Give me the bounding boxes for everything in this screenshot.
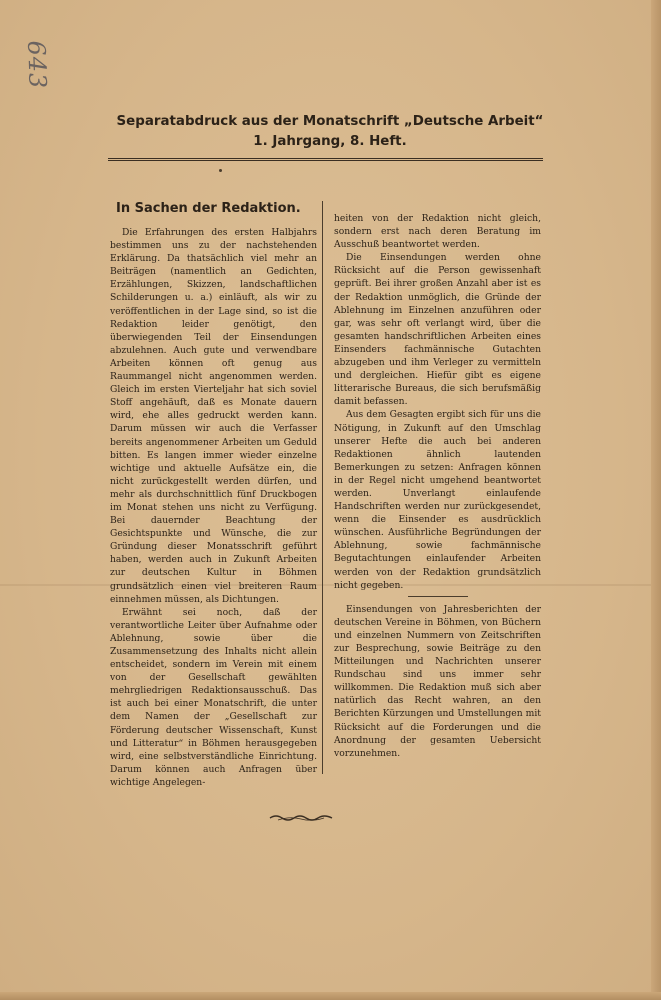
header-title: Separatabdruck aus der Monatschrift „Deutsche Arbeit“ bbox=[116, 114, 544, 129]
column-divider bbox=[322, 201, 323, 774]
paragraph: Die Einsendungen werden ohne Rücksicht auf die Person gewissenhaft geprüft. Bei ihrer großen Anzahl aber ist es der Redaktion unmöglich, die Gründe der Ablehnung im Einzelnen anzuführen oder gar, was sehr oft verlangt wird, über die gesamten handschriftlichen Arbeiten eines Einsenders fachmännische Gutachten abzugeben und ihm Verleger zu vermitteln und dergleichen. Hiefür gibt es eigene litterarische Bureaus, die sich berufsmäßig damit befassen. bbox=[334, 252, 541, 408]
offprint-header bbox=[108, 112, 552, 152]
left-column bbox=[110, 200, 317, 789]
end-ornament-icon bbox=[268, 812, 334, 824]
ink-dot bbox=[219, 169, 222, 172]
page-edge bbox=[651, 0, 661, 1000]
paragraph: Die Erfahrungen des ersten Halbjahrs bestimmen uns zu der nachstehenden Erklärung. Da thatsächlich viel mehr an Beiträgen (namentlich an Gedichten, Erzählungen, Skizzen, landschaftlichen Schilderungen u. a.) einläuft, als wir zu veröffentlichen in der Lage sind, so ist die Redaktion leider genötigt, den überwiegenden Teil der Einsendungen abzulehnen. Auch gute und verwendbare Arbeiten können oft genug aus Raummangel nicht angenommen werden. Gleich im ersten Vierteljahr hat sich soviel Stoff angehäuft, daß es Monate dauern wird, ehe alles gedruckt werden kann. Darum müssen wir auch die Verfasser bereits angenommener Arbeiten um Geduld bitten. Es langen immer wieder einzelne wichtige und aktuelle Aufsätze ein, die nicht zurückgestellt werden dürfen, und mehr als durchschnittlich fünf Druckbogen im Monat stehen uns nicht zu Verfügung. Bei dauernder Beachtung der Gesichtspunkte und Wünsche, die zur Gründung dieser Monatsschrift geführt haben, werden auch in Zukunft Arbeiten zur deutschen Kultur in Böhmen grundsätzlich einen viel breiteren Raum einnehmen müssen, als Dichtungen. bbox=[110, 227, 317, 605]
header-issue: 1. Jahrgang, 8. Heft. bbox=[253, 134, 407, 149]
article-title: In Sachen der Redaktion. bbox=[116, 201, 301, 216]
paragraph-continued: heiten von der Redaktion nicht gleich, sondern erst nach deren Beratung im Ausschuß beantwortet werden. bbox=[334, 213, 541, 251]
section-separator bbox=[408, 596, 468, 597]
page-edge-bottom bbox=[0, 992, 661, 1000]
paper-fold-line bbox=[0, 584, 661, 586]
paragraph: Erwähnt sei noch, daß der verantwortliche Leiter über Aufnahme oder Ablehnung, sowie über die Zusammensetzung des Inhalts nicht allein entscheidet, sondern im Verein mit einem von der Gesellschaft gewählten mehrgliedrigen Redaktionsausschuß. Das ist auch bei einer Monatschrift, die unter dem Namen der „Gesellschaft zur Förderung deutscher Wissenschaft, Kunst und Litteratur“ in Böhmen herausgegeben wird, eine selbstverständliche Einrichtung. Darum können auch Anfragen über wichtige Angelegen- bbox=[110, 606, 317, 788]
handwritten-archive-number: 643 bbox=[22, 40, 52, 90]
header-double-rule bbox=[108, 158, 543, 161]
paragraph: Einsendungen von Jahresberichten der deutschen Vereine in Böhmen, von Büchern und einzelnen Nummern von Zeitschriften zur Besprechung, sowie Beiträge zu den Mitteilungen und Nachrichten unserer Rundschau sind uns immer sehr willkommen. Die Redaktion muß sich aber natürlich das Recht wahren, an den Berichten Kürzungen und Umstellungen mit Rücksicht auf die Forderungen und die Anordnung der gesamten Uebersicht vorzunehmen. bbox=[334, 603, 541, 759]
paragraph: Aus dem Gesagten ergibt sich für uns die Nötigung, in Zukunft auf den Umschlag unserer Hefte die auch bei anderen Redaktionen ähnlich lautenden Bemerkungen zu setzen: Anfragen können in der Regel nicht umgehend beantwortet werden. Unverlangt einlaufende Handschriften werden nur zurückgesendet, wenn die Einsender es ausdrücklich wünschen. Ausführliche Begründungen der Ablehnung, sowie fachmännische Begutachtungen einlaufender Arbeiten werden von der Redaktion grundsätzlich nicht gegeben. bbox=[334, 409, 541, 591]
right-column bbox=[334, 212, 541, 760]
